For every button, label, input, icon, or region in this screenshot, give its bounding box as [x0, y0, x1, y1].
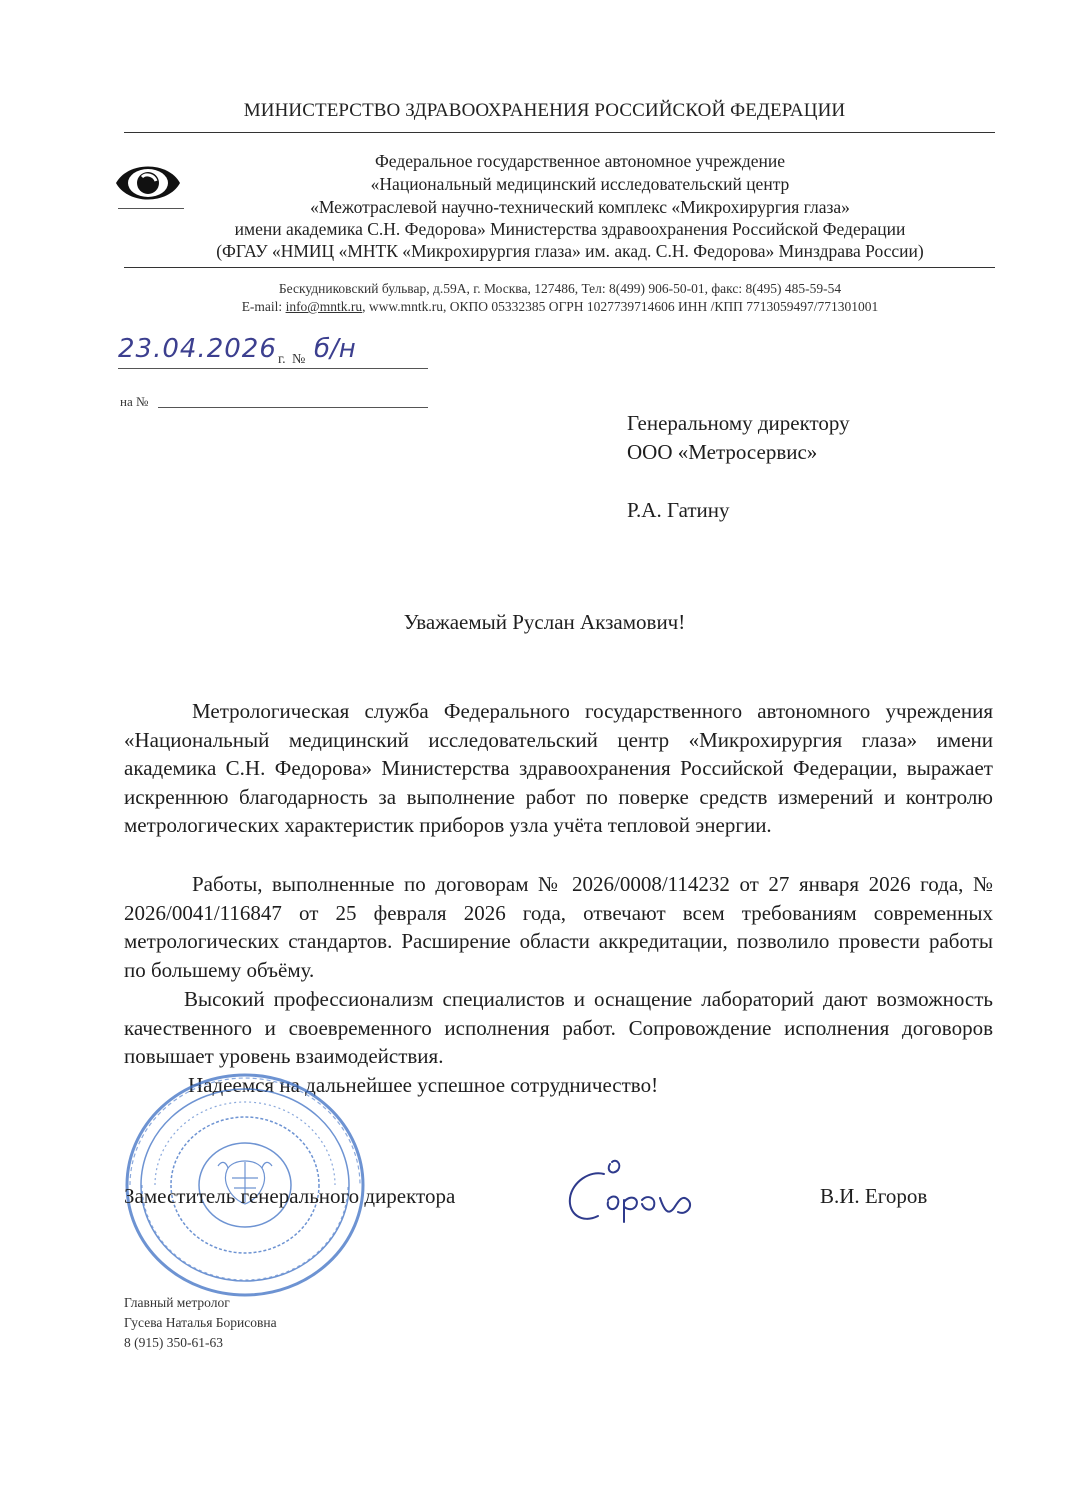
- registration-date-suffix: г.: [278, 352, 286, 367]
- letter-paragraph-3: [124, 985, 993, 1071]
- letter-paragraph-1: [124, 697, 993, 840]
- paragraph-text: Работы, выполненные по договорам № 2026/0008/114232 от 27 января 2026 года, № 2026/0041/116847 от 25 февраля 2026 года, отвечают всем требованиям современных метрологических стандартов. Расширение области аккредитации, позволило провести работы по большему объёму.: [124, 872, 993, 982]
- org-contacts: [160, 298, 960, 315]
- addressee-name: Р.А. Гатину: [627, 498, 730, 522]
- paragraph-text: Высокий профессионализм специалистов и оснащение лабораторий дают возможность качественного и своевременного исполнения работ. Сопровождение исполнения договоров повышает уровень взаимодействия.: [124, 987, 993, 1069]
- addressee-company: ООО «Метросервис»: [627, 440, 818, 464]
- executor-position: Главный метролог: [124, 1295, 230, 1310]
- email-label: E-mail:: [241, 299, 283, 314]
- org-line-2: «Национальный медицинский исследовательский центр: [370, 174, 790, 194]
- salutation: Уважаемый Руслан Акзамович!: [403, 610, 686, 634]
- email-link[interactable]: info@mntk.ru: [285, 299, 363, 314]
- site-and-codes: , www.mntk.ru, ОКПО 05332385 ОГРН 1027739714606 ИНН /КПП 7713059497/771301001: [362, 299, 879, 314]
- org-address: Бескудниковский бульвар, д.59А, г. Москва, 127486, Тел: 8(499) 906-50-01, факс: 8(495) 485-59-54: [278, 281, 842, 296]
- executor-phone: 8 (915) 350-61-63: [124, 1335, 223, 1350]
- registration-date: 23.04.2026: [118, 334, 277, 364]
- org-line-3: «Межотраслевой научно-технический комплекс «Микрохирургия глаза»: [310, 197, 850, 217]
- org-line-4: имени академика С.Н. Федорова» Министерства здравоохранения Российской Федерации: [234, 219, 906, 239]
- org-line-1: Федеральное государственное автономное учреждение: [374, 151, 786, 171]
- paragraph-text: Надеемся на дальнейшее успешное сотрудничество!: [188, 1073, 659, 1097]
- letter-paragraph-2: [124, 870, 993, 984]
- executor-block: [124, 1293, 277, 1353]
- org-line-5: (ФГАУ «НМИЦ «МНТК «Микрохирургия глаза» им. акад. С.Н. Федорова» Минздрава России): [216, 241, 924, 261]
- registration-number-label: №: [292, 352, 306, 367]
- registration-underline: [118, 368, 428, 369]
- registration-line: [118, 334, 428, 370]
- signatory-name: В.И. Егоров: [820, 1184, 928, 1208]
- handwritten-signature-icon: [560, 1150, 710, 1240]
- ministry-title: МИНИСТЕРСТВО ЗДРАВООХРАНЕНИЯ РОССИЙСКОЙ ФЕДЕРАЦИИ: [243, 100, 846, 121]
- registration-number: б/н: [314, 334, 356, 364]
- paragraph-text: Метрологическая служба Федерального государственного автономного учреждения «Национальный медицинский исследовательский центр «Микрохирургия глаза» имени академика С.Н. Федорова» Министерства здравоохранения Российской Федерации, выражает искреннюю благодарность за выполнение работ по поверке средств измерений и контролю метрологических характеристик приборов узла учёта тепловой энергии.: [124, 699, 993, 838]
- reference-underline: [158, 407, 428, 408]
- header-rule-top: [124, 132, 995, 133]
- addressee-position: Генеральному директору: [627, 411, 850, 435]
- header-rule-bottom: [124, 267, 995, 268]
- executor-name: Гусева Наталья Борисовна: [124, 1315, 277, 1330]
- signatory-position: Заместитель генерального директора: [124, 1184, 456, 1208]
- reference-label: на №: [120, 394, 149, 409]
